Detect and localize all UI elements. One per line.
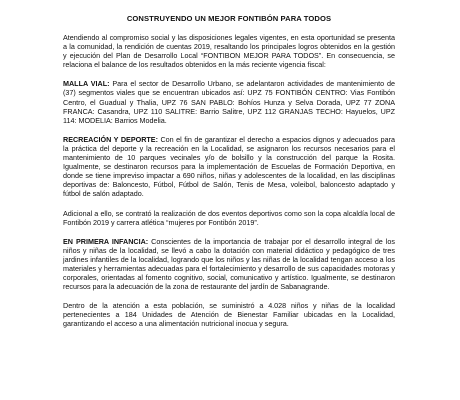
atencion-paragraph: Dentro de la atención a esta población, se suministró a 4.028 niños y niñas de la localidad pertenecientes a 184 Unidades de Atención de Bienestar Familiar ubicadas en la Localidad, garantizando el acceso a una alimentación nutricional inocua y segura. — [63, 301, 395, 329]
primera-infancia-heading: EN PRIMERA INFANCIA: — [63, 236, 149, 246]
malla-vial-paragraph — [63, 79, 395, 124]
recreacion-text: Con el fin de garantizar el derecho a espacios dignos y adecuados para la práctica del deporte y la recreación en la Localidad, se asignaron los recursos necesarios para el mantenimiento de 10 parques vecinales y/o de bolsillo y la construcción del parque la Rosita. Igualmente, se destinaron recursos para la implementación de Escuelas de Formación Deportiva, en donde se tiene impreviso impactar a 690 niños, niñas y adolescentes de la localidad, en las disciplinas deportivas de: Baloncesto, Fútbol, Fútbol de Salón, Tenis de Mesa, voleibol, baloncesto adaptado y fútbol de salón adaptado. — [63, 134, 395, 199]
intro-paragraph: Atendiendo al compromiso social y las disposiciones legales vigentes, en esta oportunidad se presenta a la comunidad, la rendición de cuentas 2019, resaltando los principales logros obtenidos en la gestión y ejecución del Plan de Desarrollo Local “FONTIBON MEJOR PARA TODOS”. En consecuencia, se relaciona el balance de los resultados obtenidos en la más reciente vigencia fiscal: — [63, 33, 395, 70]
malla-vial-text: Para el sector de Desarrollo Urbano, se adelantaron actividades de mantenimiento de (37) segmentos viales que se encuentran ubicados así: UPZ 75 FONTIBÓN CENTRO: Vias Fontibón Centro, el Guadual y Thalia, UPZ 76 SAN PABLO: Bohíos Hunza y Selva Dorada, UPZ 77 ZONA FRANCA: Casandra, UPZ 110 SALITRE: Barrio Salitre, UPZ 112 GRANJAS TECHO: Hayuelos, UPZ 114: MODELIA: Barrios Modelia. — [63, 79, 395, 125]
recreacion-heading: RECREACIÓN Y DEPORTE: — [63, 134, 158, 144]
document-title: CONSTRUYENDO UN MEJOR FONTIBÓN PARA TODOS — [126, 14, 332, 23]
primera-infancia-paragraph — [63, 237, 395, 292]
eventos-paragraph: Adicional a ello, se contrató la realización de dos eventos deportivos como son la copa alcaldía local de Fontibón 2019 y carrera atlética “mujeres por Fontibón 2019”. — [63, 208, 395, 227]
malla-vial-heading: MALLA VIAL: — [63, 79, 110, 89]
primera-infancia-text: Conscientes de la importancia de trabajar por el desarrollo integral de los niños y niñas de la localidad, se llevó a cabo la dotación con material didáctico y pedagógico de tres jardines infantiles de la localidad, logrando que los niños y las niñas de la localidad tengan acceso a los materiales y herramientas adecuadas para el fortalecimiento y desarrollo de sus capacidades motoras y corporales, orientadas al fomento cognitivo, social, comunicativo y artístico. Igualmente, se destinaron recursos para la adecuación de la zona de restaurante del jardín de Sabanagrande. — [63, 236, 395, 292]
recreacion-paragraph — [63, 135, 395, 199]
